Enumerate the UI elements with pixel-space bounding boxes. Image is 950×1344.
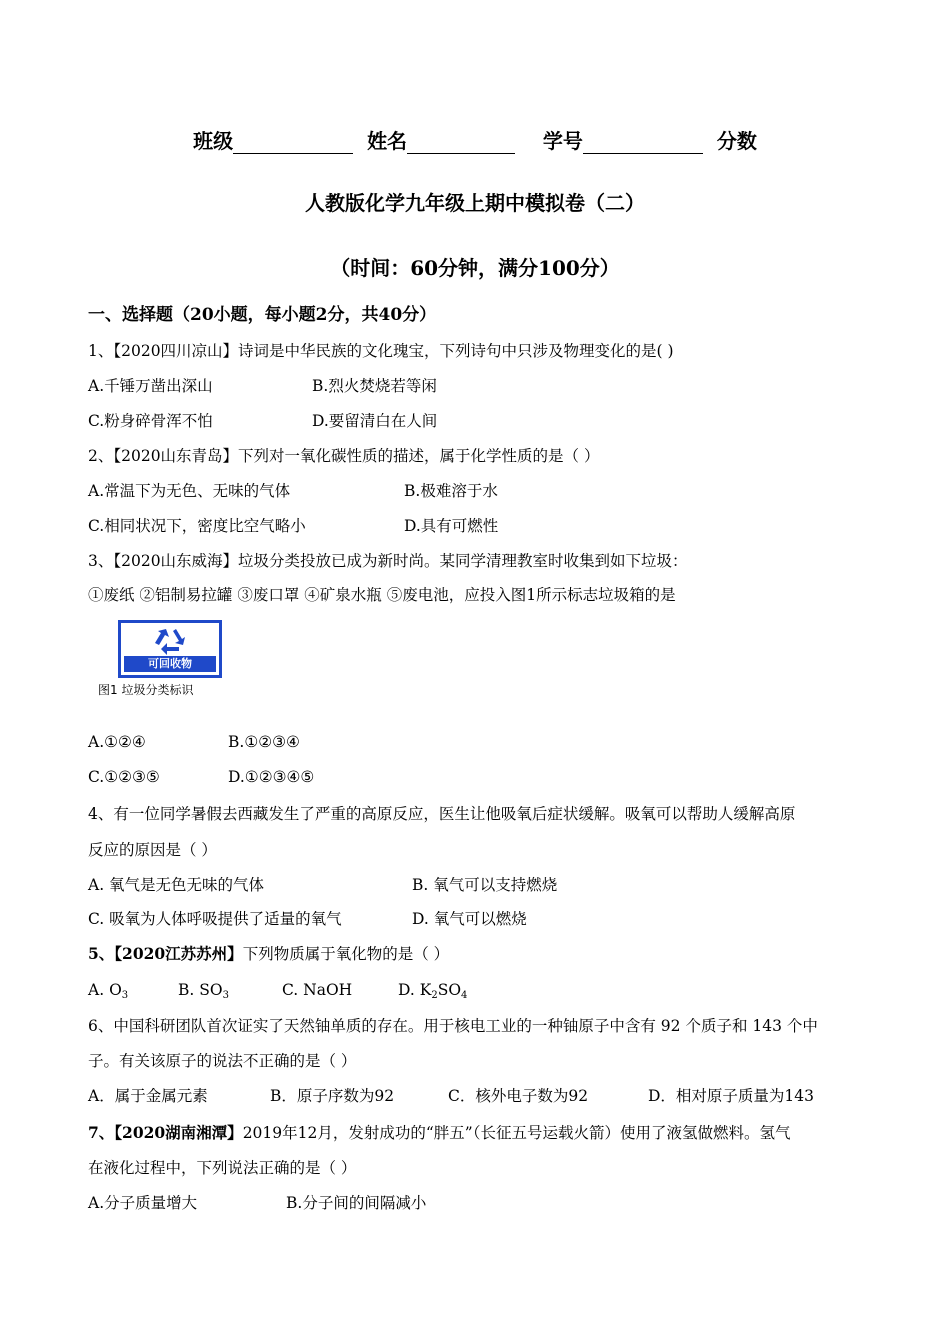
q5-d-subscript-k: 2 (431, 990, 438, 1001)
q2-option-b: B.极难溶于水 (404, 482, 498, 500)
q3-option-c: C.①②③⑤ (88, 768, 160, 786)
figure-caption: 图1 垃圾分类标识 (98, 683, 194, 697)
q6-option-d: D．相对原子质量为143 (648, 1087, 815, 1105)
q7-text: 2019年12月，发射成功的“胖五”（长征五号运载火箭）使用了液氢做燃料。氢气 (242, 1124, 791, 1142)
q5-a-subscript: 3 (121, 990, 129, 1001)
q5-number: 5、 (88, 944, 115, 963)
id-label: 学号 (542, 129, 583, 153)
q7-option-b: B.分子间的间隔减小 (286, 1194, 427, 1212)
q5-a-formula: O (109, 981, 122, 999)
class-label: 班级 (193, 129, 234, 153)
id-blank[interactable] (583, 133, 703, 154)
exam-title: 人教版化学九年级上期中模拟卷（二） (305, 191, 645, 215)
q4-option-b: B. 氧气可以支持燃烧 (412, 876, 558, 894)
q6-option-b: B．原子序数为92 (270, 1087, 395, 1105)
q4-option-c: C. 吸氧为人体呼吸提供了适量的氧气 (88, 910, 342, 928)
q3-stem: 3、【2020山东威海】垃圾分类投放已成为新时尚。某同学清理教室时收集到如下垃圾： (88, 552, 688, 570)
q4-stem: 4、有一位同学暑假去西藏发生了严重的高原反应，医生让他吸氧后症状缓解。吸氧可以帮助人缓解高原 (88, 805, 796, 823)
q7-stem (88, 1123, 790, 1143)
q4-option-d: D. 氧气可以燃烧 (412, 910, 527, 928)
q5-stem (88, 944, 449, 964)
q2-option-a: A.常温下为无色、无味的气体 (88, 482, 291, 500)
q1-stem: 1、【2020四川凉山】诗词是中华民族的文化瑰宝，下列诗句中只涉及物理变化的是( ) (88, 342, 674, 360)
q5-c-formula: NaOH (303, 981, 353, 999)
q5-option-c (282, 980, 352, 1000)
name-label: 姓名 (367, 129, 408, 153)
class-blank[interactable] (233, 133, 353, 154)
q3-option-d: D.①②③④⑤ (228, 768, 315, 786)
q7-number: 7、 (88, 1123, 115, 1142)
q7-stem-2: 在液化过程中，下列说法正确的是（ ） (88, 1159, 357, 1177)
q5-option-d (398, 980, 467, 1000)
q2-stem: 2、【2020山东青岛】下列对一氧化碳性质的描述，属于化学性质的是（ ） (88, 447, 600, 465)
q5-text: 下列物质属于氧化物的是（ ） (242, 945, 450, 963)
name-blank[interactable] (407, 133, 515, 154)
q5-option-b (178, 980, 229, 1000)
q2-option-c: C.相同状况下，密度比空气略小 (88, 517, 306, 535)
score-label: 分数 (716, 129, 757, 153)
q5-b-letter: B. (178, 981, 200, 999)
q1-option-c: C.粉身碎骨浑不怕 (88, 412, 213, 430)
recycle-icon (121, 623, 219, 659)
exam-subtitle: （时间：60分钟，满分100分） (330, 256, 620, 280)
q5-source: 【2020江苏苏州】 (114, 944, 243, 963)
figure-label: 可回收物 (124, 656, 216, 672)
q3-option-b: B.①②③④ (228, 733, 300, 751)
q5-b-subscript: 3 (222, 990, 229, 1001)
q5-d-subscript-so: 4 (461, 990, 468, 1001)
q4-option-a: A. 氧气是无色无味的气体 (88, 876, 265, 894)
q3-option-a: A.①②④ (88, 733, 146, 751)
q5-d-formula-so: SO (437, 981, 462, 999)
q3-stem-2: ①废纸 ②铝制易拉罐 ③废口罩 ④矿泉水瓶 ⑤废电池，应投入图1所示标志垃圾箱的是 (88, 586, 676, 604)
recycle-bin-figure (118, 620, 222, 678)
section-heading: 一、选择题（20小题，每小题2分，共40分） (88, 305, 437, 325)
q5-c-letter: C. (282, 981, 304, 999)
q1-option-a: A.千锤万凿出深山 (88, 377, 213, 395)
q5-b-formula: SO (199, 981, 223, 999)
student-info-line (0, 128, 950, 154)
q5-d-letter: D. (398, 981, 420, 999)
q6-option-c: C．核外电子数为92 (448, 1087, 589, 1105)
q5-d-formula-k: K (419, 981, 432, 999)
q1-option-b: B.烈火焚烧若等闲 (312, 377, 437, 395)
q5-a-letter: A. (88, 981, 110, 999)
q1-option-d: D.要留清白在人间 (312, 412, 438, 430)
q6-option-a: A．属于金属元素 (88, 1087, 208, 1105)
q4-stem-2: 反应的原因是（ ） (88, 841, 217, 859)
q7-option-a: A.分子质量增大 (88, 1194, 198, 1212)
q7-source: 【2020湖南湘潭】 (114, 1123, 243, 1142)
q6-stem-2: 子。有关该原子的说法不正确的是（ ） (88, 1052, 357, 1070)
q5-option-a (88, 980, 128, 1000)
q2-option-d: D.具有可燃性 (404, 517, 499, 535)
q6-stem: 6、中国科研团队首次证实了天然铀单质的存在。用于核电工业的一种铀原子中含有 92 个质子和 143 个中 (88, 1017, 818, 1035)
